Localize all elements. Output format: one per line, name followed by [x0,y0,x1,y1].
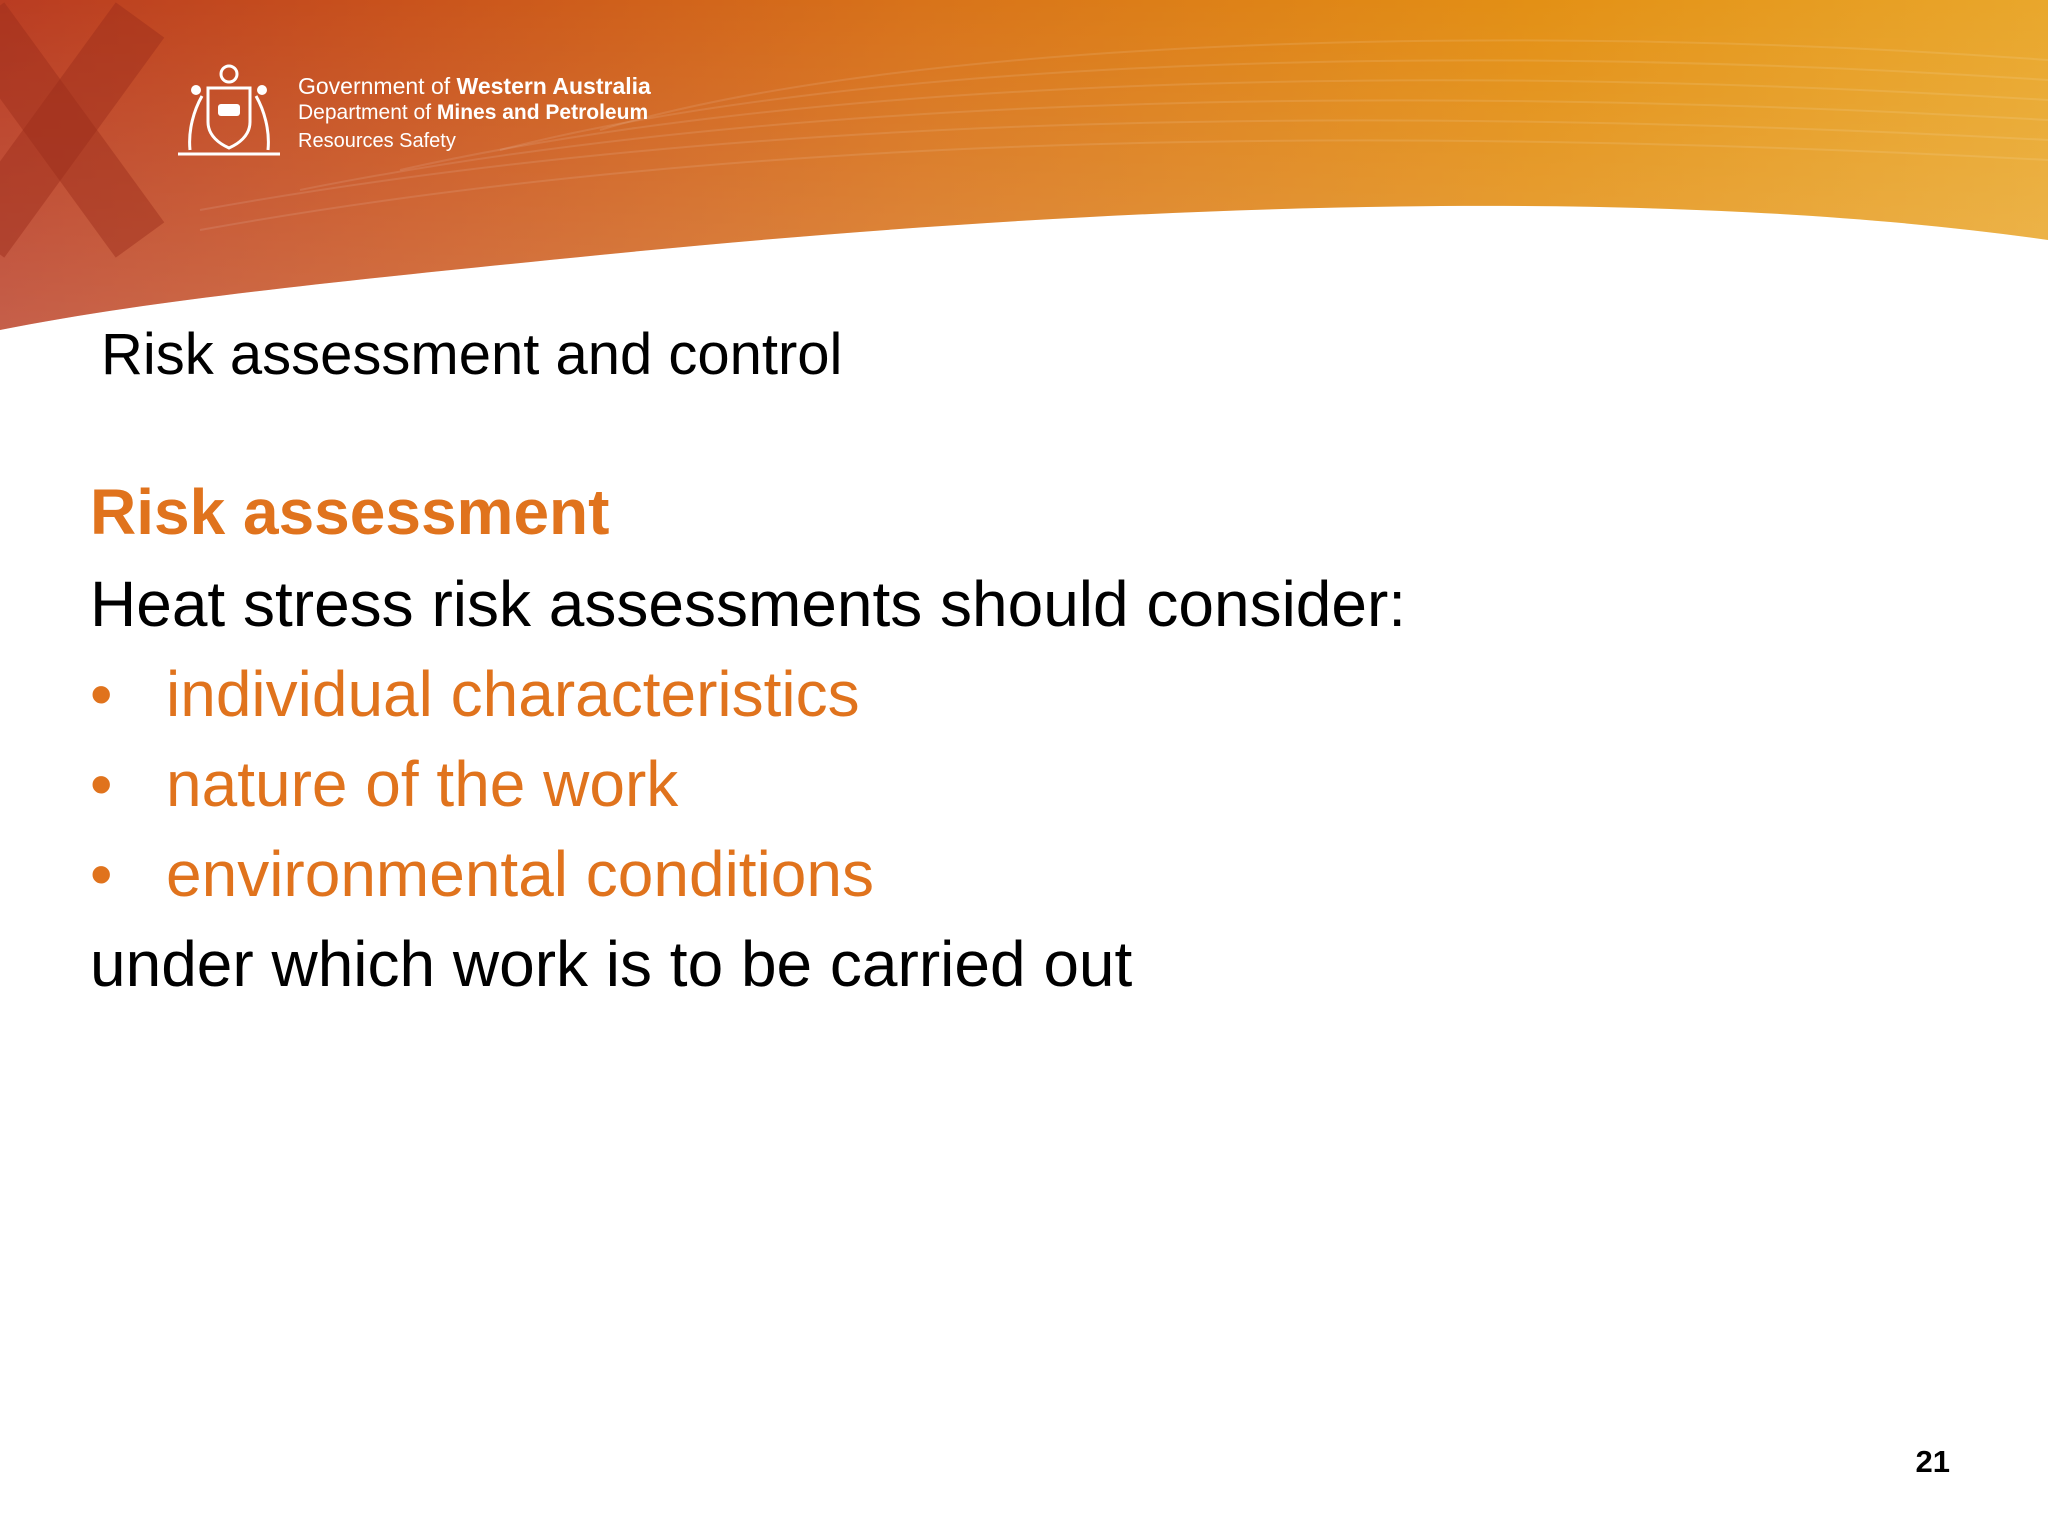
bullet-item [90,748,1190,822]
bullet-item [90,658,1190,732]
bullet-item [90,838,1190,912]
page-number: 21 [1915,1444,1950,1479]
bullet-icon: • [90,838,113,910]
section-heading: Risk assessment [90,476,610,548]
bullet-icon: • [90,748,113,820]
dept-name: Mines and Petroleum [436,101,649,124]
gov-prefix: Government of [298,73,457,99]
bullet-text: nature of the work [166,748,679,820]
gov-name: Western Australia [456,73,651,99]
bullet-text: individual characteristics [166,658,860,730]
government-name [298,75,651,98]
slide-title: Risk assessment and control [101,322,843,387]
closing-text: under which work is to be carried out [90,928,1133,1000]
intro-text: Heat stress risk assessments should consider: [90,568,1407,640]
bullet-text: environmental conditions [166,838,874,910]
division-name: Resources Safety [298,130,456,152]
bullet-icon: • [90,658,113,730]
coat-of-arms-icon [168,60,290,160]
department-name [298,102,648,123]
dept-prefix: Department of [298,101,437,124]
